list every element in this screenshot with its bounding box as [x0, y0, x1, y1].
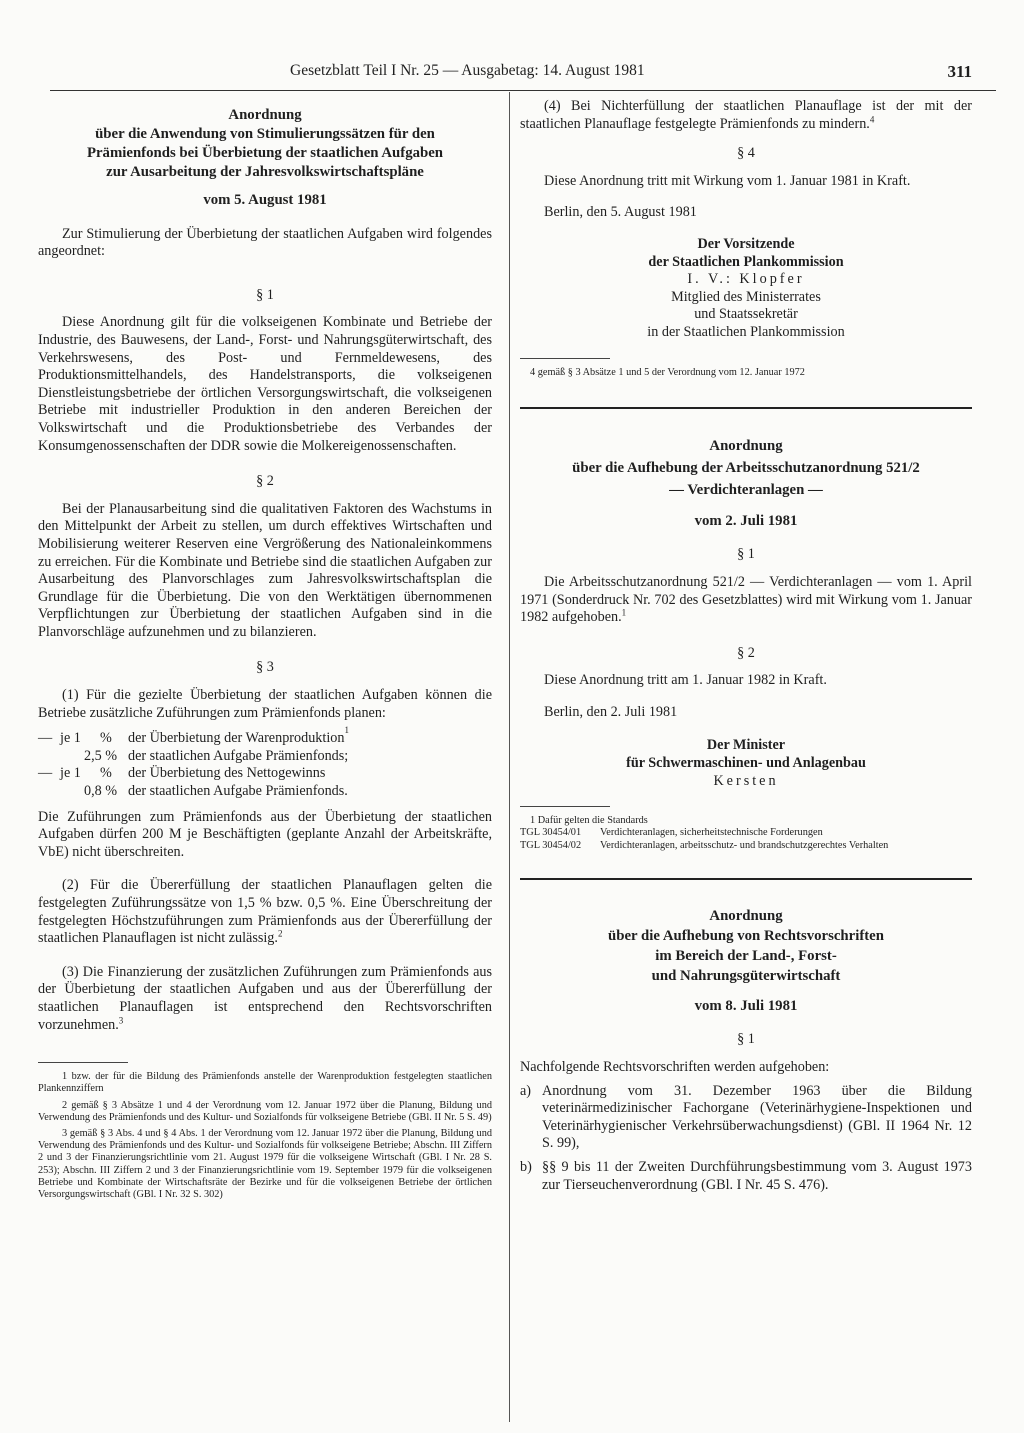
standard-row: TGL 30454/01 Verdichteranlagen, sicherheitstechnische Forderungen — [520, 827, 823, 839]
signature-line: Mitglied des Ministerrates — [671, 288, 821, 305]
title-line: Anordnung — [228, 107, 302, 123]
section-3-paragraph-1b: Die Zuführungen zum Prämienfonds aus der Überbietung der staatlichen Aufgaben dürfen 200 M je Beschäftigten (geplante Anzahl der Arbeitskräfte, VbE) nicht überschreiten. — [38, 808, 492, 860]
section-2-label: § 2 — [256, 473, 274, 490]
signature-line: für Schwermaschinen- und Anlagenbau — [626, 755, 866, 772]
rate-row: 0,8 % der staatlichen Aufgabe Prämienfonds. — [84, 783, 348, 800]
signature-line: der Staatlichen Plankommission — [648, 253, 844, 270]
footnote-1: 1 bzw. der für die Bildung des Prämienfonds anstelle der Warenproduktion festgelegten staatlichen Plankennziffern — [38, 1071, 492, 1095]
ordinance-3-intro: Nachfolgende Rechtsvorschriften werden aufgehoben: — [520, 1059, 830, 1076]
signatory-name: Kersten — [713, 772, 779, 789]
title-line: über die Aufhebung von Rechtsvorschriften — [608, 927, 884, 944]
footnote-rule — [520, 806, 610, 807]
rate-row: 2,5 % der staatlichen Aufgabe Prämienfonds; — [84, 747, 349, 764]
page-number: 311 — [947, 62, 972, 81]
section-separator — [520, 878, 972, 880]
intro-paragraph: Zur Stimulierung der Überbietung der staatlichen Aufgaben wird folgendes angeordnet: — [38, 225, 492, 260]
ordinance-2-section-2-text: Diese Anordnung tritt am 1. Januar 1982 in Kraft. — [544, 672, 827, 689]
section-1-text: Diese Anordnung gilt für die volkseigenen Kombinate und Betriebe der Industrie, des Bauwesens, der Land-, Forst- und Nahrungsgüterwirtschaft, des Verkehrswesens, des Post- und Fernmeldewesens, des Produktionsmittelhandels, des Handelstransports, die volkseigenen Dienstleistungsbetriebe der örtlichen Versorgungswirtschaft, die volkseigenen Betriebe mit industrieller Produktion in den anderen Bereichen der Volkswirtschaft und die Produktionsbetriebe des Verbandes der Konsumgenossenschaften der DDR sowie die Molkereigenossenschaften. — [38, 314, 492, 454]
title-line: Anordnung — [709, 907, 783, 924]
title-line: über die Anwendung von Stimulierungssätzen für den — [95, 126, 435, 142]
ordinance-3-section-1-label: § 1 — [737, 1031, 755, 1048]
standard-row: TGL 30454/02 Verdichteranlagen, arbeitsschutz- und brandschutzgerechtes Verhalten — [520, 839, 889, 851]
footnote-rule — [520, 358, 610, 359]
section-3-label: § 3 — [256, 659, 274, 676]
title-line: Prämienfonds bei Überbietung der staatlichen Aufgaben — [86, 145, 444, 161]
ordinance-3-date: vom 8. Juli 1981 — [694, 997, 798, 1014]
ordinance-2-section-2-label: § 2 — [737, 644, 755, 661]
ordinance-2-place-date: Berlin, den 2. Juli 1981 — [544, 703, 678, 720]
page-header — [40, 62, 984, 88]
repealed-list — [520, 1083, 972, 1195]
section-3-paragraph-2: (2) Für die Übererfüllung der staatlichen Planauflagen gelten die festgelegten Zuführungssätze von 1,5 % bzw. 0,5 %. Eine Überschreitung der festgelegten Höchstzuführungen zum Prämienfonds aus der Übererfüllung der staatlichen Planauflagen ist nicht zulässig.$^2$ — [38, 877, 492, 947]
section-1-label: § 1 — [256, 286, 274, 303]
signature-line: Der Vorsitzende — [697, 235, 795, 252]
title-line: über die Aufhebung der Arbeitsschutzanordnung 521/2 — [572, 459, 920, 476]
ordinance-2-date: vom 2. Juli 1981 — [694, 512, 798, 529]
ordinance-2-footnote: 1 Dafür gelten die Standards TGL 30454/01 Verdichteranlagen, sicherheitstechnische Forderungen TGL 30454/02 Verdichteranlagen, arbeitsschutz- und brandschutzgerechtes Verhalten — [520, 815, 972, 852]
ordinance-title — [38, 106, 492, 182]
signature-block-1 — [520, 236, 972, 342]
signatory-name: I. V.: Klopfer — [687, 271, 805, 288]
ordinance-2-section-1-text: Die Arbeitsschutzanordnung 521/2 — Verdichteranlagen — vom 1. April 1971 (Sonderdruck Nr. 702 des Gesetzblattes) wird mit Wirkung vom 1. Januar 1982 aufgehoben.$^1$ — [520, 573, 972, 626]
footnote-2: 2 gemäß § 3 Absätze 1 und 4 der Verordnung vom 12. Januar 1972 über die Planung, Bildung und Verwendung des Prämienfonds und des Kultur- und Sozialfonds für volkseigene Betriebe (GBl. II Nr. 5 S. 49) — [38, 1099, 492, 1123]
title-line: Anordnung — [709, 437, 783, 454]
signature-block-2 — [520, 737, 972, 790]
place-date: Berlin, den 5. August 1981 — [544, 204, 697, 221]
ordinance-2-section-1-label: § 1 — [737, 546, 755, 563]
section-separator — [520, 407, 972, 409]
left-column — [38, 98, 492, 1201]
footnote-4: 4 gemäß § 3 Absätze 1 und 5 der Verordnung vom 12. Januar 1972 — [530, 366, 805, 378]
ordinance-3-title — [520, 906, 972, 986]
footnote-rule — [38, 1062, 128, 1063]
title-line: und Nahrungsgüterwirtschaft — [651, 967, 841, 984]
title-line: zur Ausarbeitung der Jahresvolkswirtschaftspläne — [106, 164, 424, 180]
signature-line: und Staatssekretär — [694, 306, 798, 323]
title-line: im Bereich der Land-, Forst- — [655, 947, 837, 964]
header-rule — [50, 90, 996, 91]
rates-list — [38, 725, 492, 800]
ordinance-date: vom 5. August 1981 — [203, 192, 327, 208]
section-4-text: Diese Anordnung tritt mit Wirkung vom 1. Januar 1981 in Kraft. — [544, 172, 911, 189]
right-column — [520, 98, 972, 1194]
section-4-label: § 4 — [737, 145, 755, 162]
list-item: b) §§ 9 bis 11 der Zweiten Durchführungsbestimmung vom 3. August 1973 zur Tierseuchenverordnung (GBl. I Nr. 45 S. 476). — [520, 1159, 972, 1193]
footnote-3: 3 gemäß § 3 Abs. 4 und § 4 Abs. 1 der Verordnung vom 12. Januar 1972 über die Planung, Bildung und Verwendung des Prämienfonds und des Kultur- und Sozialfonds für volkseigene Betriebe; Abschn. III Ziffern 2 und 3 der Finanzierungsrichtlinie vom 21. August 1979 für die volkseigene Wirtschaft (GBl. I Nr. 28 S. 253); Abschn. III Ziffern 2 und 3 der Finanzierungsrichtlinie vom 19. September 1979 für die volkseigenen Betriebe und Kombinate der Wirtschaftsräte der Bezirke und für die volkseigenen Betriebe der örtlichen Versorgungswirtschaft (GBl. I Nr. 32 S. 302) — [38, 1127, 492, 1200]
section-2-text: Bei der Planausarbeitung sind die qualitativen Faktoren des Wachstums in den Mittelpunkt der Arbeit zu stellen, um durch effektives Wirtschaften und Mobilisierung weiterer Reserven eine Vergrößerung des Nationaleinkommens zu erreichen. Für die Kombinate und Betriebe sind die staatlichen Aufgaben zur Ausarbeitung des Planvorschlages zum Jahresvolkswirtschaftsplan die Grundlage für die Überbietung. Die von den Werktätigen übernommenen Verpflichtungen zur Überbietung der staatlichen Aufgaben sind in die Planvorschläge aufzunehmen und zu bilanzieren. — [38, 500, 492, 640]
section-3-paragraph-1: (1) Für die gezielte Überbietung der staatlichen Aufgaben können die Betriebe zusätzliche Zuführungen zum Prämienfonds planen: — [38, 687, 492, 721]
list-item: a) Anordnung vom 31. Dezember 1963 über die Bildung veterinärmedizinischer Fachorgane (Veterinärhygiene-Inspektionen und Veterinärhygienischer Verkehrsüberwachungsdienst) (GBl. II 1964 Nr. 12 S. 99), — [520, 1082, 972, 1152]
signature-line: in der Staatlichen Plankommission — [647, 323, 845, 340]
rate-row: — je 1 % der Überbietung der Warenproduktion 1 — [38, 725, 349, 747]
title-line: — Verdichteranlagen — — [669, 481, 823, 498]
gazette-title: Gesetzblatt Teil I Nr. 25 — Ausgabetag: 14. August 1981 — [290, 62, 645, 79]
signature-line: Der Minister — [706, 737, 786, 754]
column-divider — [509, 92, 510, 1422]
footnotes — [38, 1071, 492, 1201]
ordinance-2-title — [520, 435, 972, 501]
section-3-paragraph-4: (4) Bei Nichterfüllung der staatlichen Planauflage ist der mit der staatlichen Planauflage festgelegte Prämienfonds zu mindern.$^4$ — [520, 98, 972, 132]
section-3-paragraph-3: (3) Die Finanzierung der zusätzlichen Zuführungen zum Prämienfonds aus der Überbietung der staatlichen Aufgaben und aus der Übererfüllung der staatlichen Planauflagen ist entsprechend den Rechtsvorschriften vorzunehmen.$^3$ — [38, 963, 492, 1033]
rate-row: — je 1 % der Überbietung des Nettogewinns — [38, 765, 326, 782]
